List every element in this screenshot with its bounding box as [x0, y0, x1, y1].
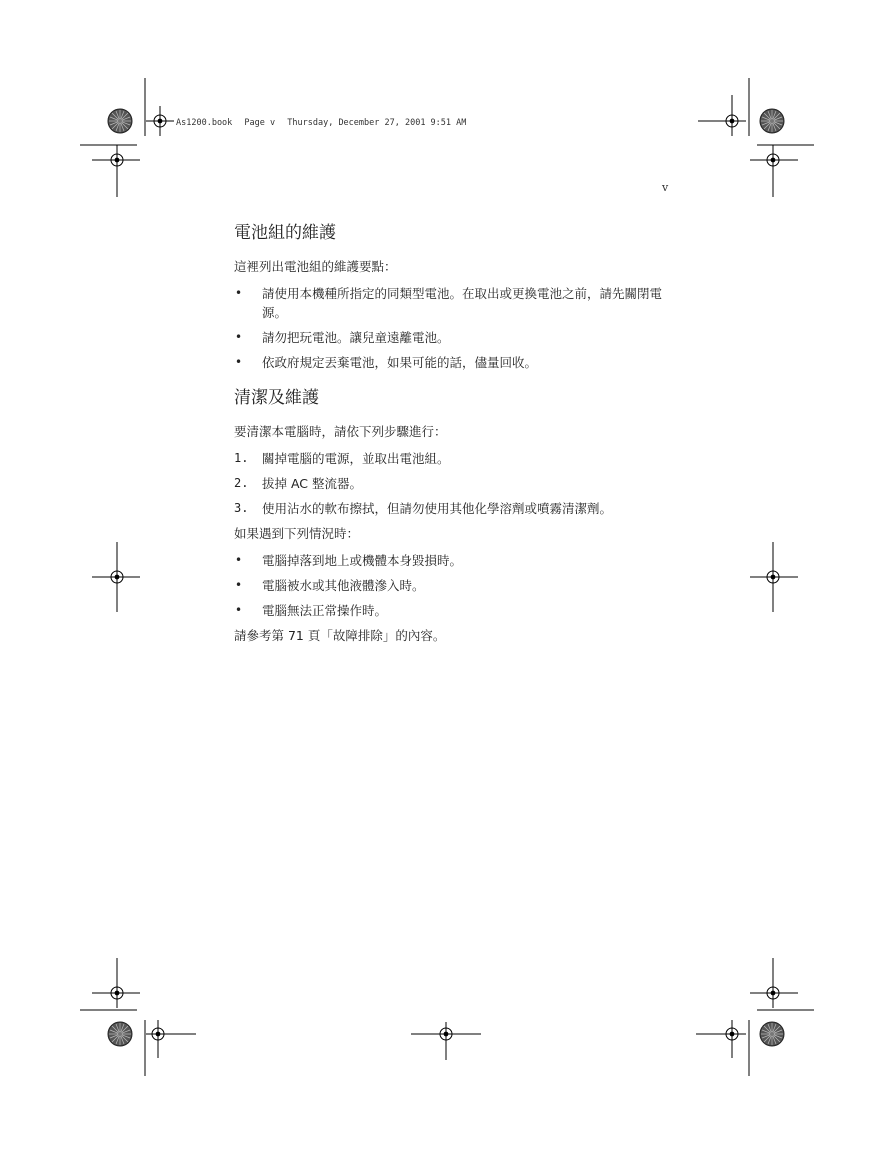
- list-item: [234, 284, 674, 322]
- slug-datetime: Thursday, December 27, 2001 9:51 AM: [287, 118, 467, 128]
- slug-filename: As1200.book: [176, 118, 233, 128]
- list-item-text: 請使用本機種所指定的同類型電池。在取出或更換電池之前，請先關閉電源。: [262, 286, 663, 320]
- condition-intro: 如果遇到下列情況時：: [234, 526, 360, 541]
- step-list: [234, 449, 684, 518]
- bullet-icon: •: [235, 578, 243, 592]
- list-item: [234, 474, 684, 493]
- section-battery-care: [234, 218, 674, 378]
- reference-note: 請參考第 71 頁「故障排除」的內容。: [234, 628, 446, 643]
- star-target-icon: [760, 109, 784, 133]
- list-item: [234, 353, 674, 372]
- list-item-text: 電腦掉落到地上或機體本身毀損時。: [262, 553, 463, 568]
- list-item: [234, 601, 684, 620]
- list-item: [234, 328, 674, 347]
- bullet-icon: •: [235, 286, 243, 300]
- list-item: [234, 499, 684, 518]
- list-item-text: 拔掉 AC 整流器。: [262, 476, 363, 491]
- bullet-icon: •: [235, 330, 243, 344]
- star-target-icon: [760, 1022, 784, 1046]
- step-number: 3.: [234, 501, 249, 515]
- list-item-text: 使用沾水的軟布擦拭，但請勿使用其他化學溶劑或噴霧清潔劑。: [262, 501, 613, 516]
- slug-page-label: Page v: [244, 118, 276, 128]
- list-item-text: 請勿把玩電池。讓兒童遠離電池。: [262, 330, 450, 345]
- section-intro: 這裡列出電池組的維護要點：: [234, 259, 397, 274]
- list-item-text: 依政府規定丟棄電池，如果可能的話，儘量回收。: [262, 355, 538, 370]
- list-item: [234, 551, 684, 570]
- bullet-list: [234, 284, 674, 372]
- list-item: [234, 449, 684, 468]
- star-target-icon: [108, 109, 132, 133]
- list-item: [234, 576, 684, 595]
- section-title: 清潔及維護: [234, 388, 319, 408]
- star-target-icon: [108, 1022, 132, 1046]
- step-number: 1.: [234, 451, 249, 465]
- bullet-icon: •: [235, 553, 243, 567]
- bullet-icon: •: [235, 603, 243, 617]
- list-item-text: 電腦被水或其他液體滲入時。: [262, 578, 425, 593]
- list-item-text: 關掉電腦的電源，並取出電池組。: [262, 451, 450, 466]
- section-cleaning: [234, 383, 684, 653]
- bullet-list: [234, 551, 684, 620]
- bullet-icon: •: [235, 355, 243, 369]
- step-number: 2.: [234, 476, 249, 490]
- print-slug: [176, 118, 466, 128]
- section-title: 電池組的維護: [234, 223, 336, 243]
- page-number: v: [662, 181, 669, 194]
- list-item-text: 電腦無法正常操作時。: [262, 603, 388, 618]
- section-intro: 要清潔本電腦時，請依下列步驟進行：: [234, 424, 447, 439]
